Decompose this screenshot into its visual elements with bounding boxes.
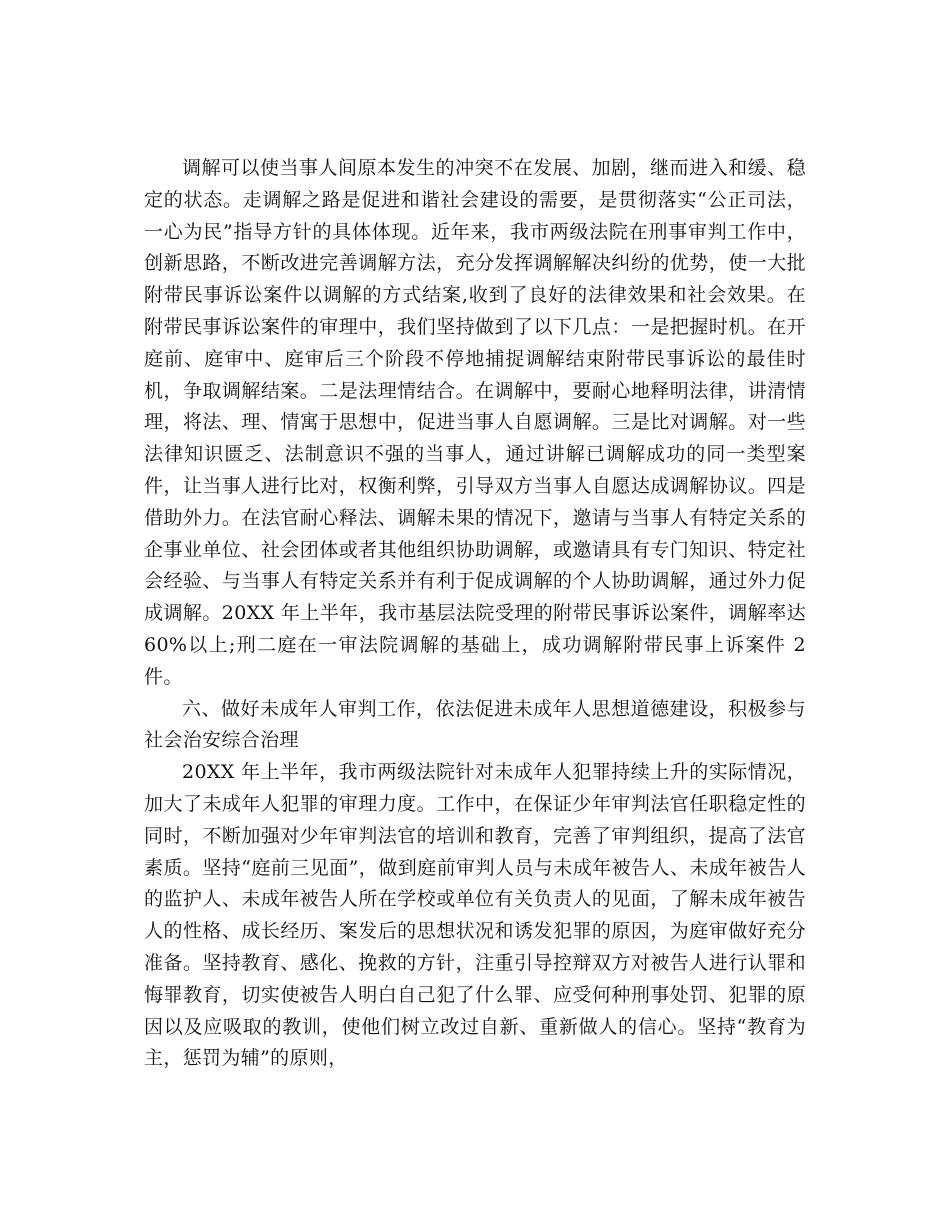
paragraph-juvenile-trials: 20XX 年上半年，我市两级法院针对未成年人犯罪持续上升的实际情况，加大了未成年人犯罪的审理力度。工作中，在保证少年审判法官任职稳定性的同时，不断加强对少年审判法官的培训和教育，完善了审判组织，提高了法官素质。坚持“庭前三见面”，做到庭前审判人员与未成年被告人、未成年被告人的监护人、未成年被告人所在学校或单位有关负责人的见面，了解未成年被告人的性格、成长经历、案发后的思想状况和诱发犯罪的原因，为庭审做好充分准备。坚持教育、感化、挽救的方针，注重引导控辩双方对被告人进行认罪和悔罪教育，切实使被告人明白自己犯了什么罪、应受何种刑事处罚、犯罪的原因以及应吸取的教训，使他们树立改过自新、重新做人的信心。坚持“教育为主，惩罚为辅”的原则， — [144, 761, 806, 1070]
paragraph-mediation: 调解可以使当事人间原本发生的冲突不在发展、加剧，继而进入和缓、稳定的状态。走调解之路是促进和谐社会建设的需要，是贯彻落实“公正司法，一心为民”指导方针的具体体现。近年来，我市两级法院在刑事审判工作中，创新思路，不断改进完善调解方法，充分发挥调解解决纠纷的优势，使一大批附带民事诉讼案件以调解的方式结案,收到了良好的法律效果和社会效果。在附带民事诉讼案件的审理中，我们坚持做到了以下几点：一是把握时机。在开庭前、庭审中、庭审后三个阶段不停地捕捉调解结束附带民事诉讼的最佳时机，争取调解结案。二是法理情结合。在调解中，要耐心地释明法律，讲清情理，将法、理、情寓于思想中，促进当事人自愿调解。三是比对调解。对一些法律知识匮乏、法制意识不强的当事人，通过讲解已调解成功的同一类型案件，让当事人进行比对，权衡利弊，引导双方当事人自愿达成调解协议。四是借助外力。在法官耐心释法、调解未果的情况下，邀请与当事人有特定关系的企事业单位、社会团体或者其他组织协助调解，或邀请具有专门知识、特定社会经验、与当事人有特定关系并有利于促成调解的个人协助调解，通过外力促成调解。20XX 年上半年，我市基层法院受理的附带民事诉讼案件，调解率达 60%以上;刑二庭在一审法院调解的基础上，成功调解附带民事上诉案件 2 件。 — [144, 157, 806, 688]
section-heading-juvenile-trials: 六、做好未成年人审判工作，依法促进未成年人思想道德建设，积极参与社会治安综合治理 — [144, 697, 806, 752]
document-body — [144, 153, 806, 1075]
